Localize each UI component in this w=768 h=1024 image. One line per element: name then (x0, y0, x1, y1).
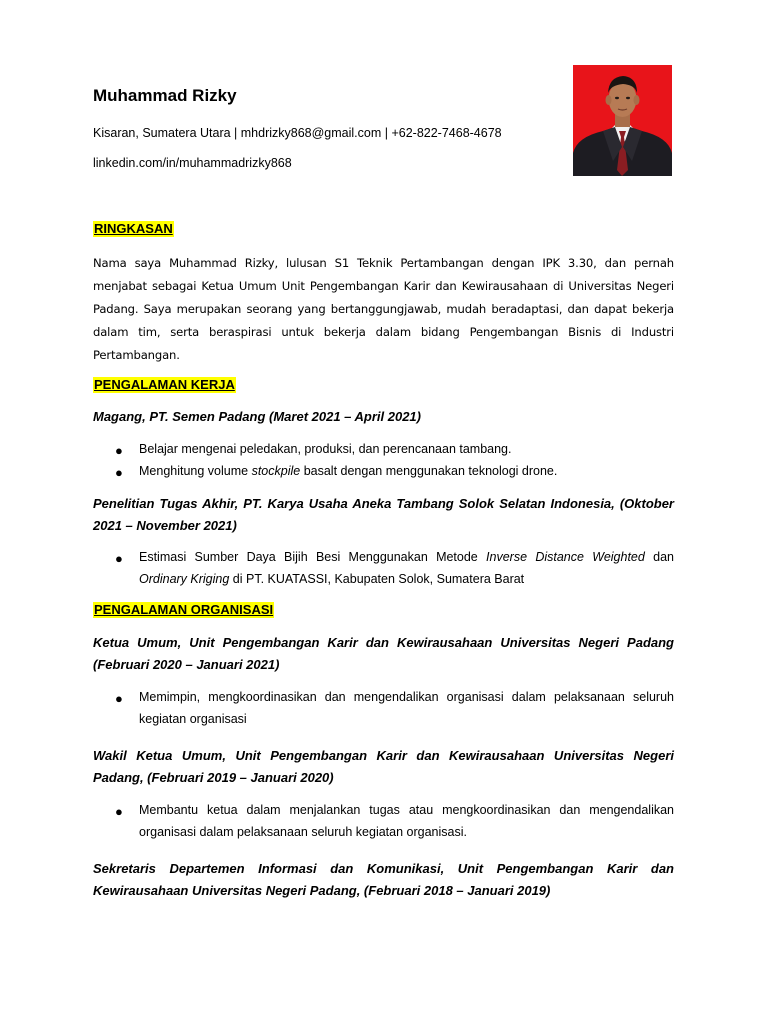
list-item (115, 687, 674, 730)
organization-entry-title: Sekretaris Departemen Informasi dan Komunikasi, Unit Pengembangan Karir dan Kewirausahaan Universitas Negeri Padang, (Februari 2018 – Januari 2019) (93, 861, 674, 898)
list-item (115, 439, 674, 461)
section-title-organization: PENGALAMAN ORGANISASI (94, 602, 274, 617)
organization-entry-title: Ketua Umum, Unit Pengembangan Karir dan Kewirausahaan Universitas Negeri Padang (Februari 2020 – Januari 2021) (93, 635, 674, 672)
portrait-illustration (573, 65, 672, 176)
list-item (115, 547, 674, 590)
work-entry-title: Penelitian Tugas Akhir, PT. Karya Usaha Aneka Tambang Solok Selatan Indonesia, (Oktober 2021 – November 2021) (93, 496, 674, 533)
contact-info: Kisaran, Sumatera Utara | mhdrizky868@gmail.com | +62-822-7468-4678 (93, 126, 502, 140)
profile-photo (573, 65, 672, 176)
list-item (115, 800, 674, 843)
bullet-text: Membantu ketua dalam menjalankan tugas atau mengkoordinasikan dan mengendalikan organisasi dalam pelaksanaan seluruh kegiatan organisasi. (139, 803, 674, 839)
candidate-name: Muhammad Rizky (93, 86, 237, 105)
bullet-dot-icon: ● (115, 691, 123, 706)
work-entry-title: Magang, PT. Semen Padang (Maret 2021 – April 2021) (93, 409, 421, 424)
linkedin-url: linkedin.com/in/muhammadrizky868 (93, 156, 292, 170)
summary-text: Nama saya Muhammad Rizky, lulusan S1 Teknik Pertambangan dengan IPK 3.30, dan pernah menjabat sebagai Ketua Umum Unit Pengembangan Karir dan Kewirausahaan di Universitas Negeri Padang. Saya merupakan seorang yang bertanggungjawab, mudah beradaptasi, dan dapat bekerja dalam tim, serta beraspirasi untuk bekerja dalam bidang Pengembangan Bisnis di Industri Pertambangan. (93, 256, 674, 362)
organization-entry-title: Wakil Ketua Umum, Unit Pengembangan Karir dan Kewirausahaan Universitas Negeri Padang, (Februari 2019 – Januari 2020) (93, 748, 674, 785)
bullet-text: Menghitung volume stockpile basalt dengan menggunakan teknologi drone. (139, 464, 558, 478)
bullet-dot-icon: ● (115, 443, 123, 458)
bullet-text: Estimasi Sumber Daya Bijih Besi Menggunakan Metode Inverse Distance Weighted dan Ordinary Kriging di PT. KUATASSI, Kabupaten Solok, Sumatera Barat (139, 550, 674, 586)
bullet-text: Memimpin, mengkoordinasikan dan mengendalikan organisasi dalam pelaksanaan seluruh kegiatan organisasi (139, 690, 674, 726)
list-item (115, 461, 674, 483)
bullet-text: Belajar mengenai peledakan, produksi, dan perencanaan tambang. (139, 442, 512, 456)
bullet-dot-icon: ● (115, 551, 123, 566)
section-title-work: PENGALAMAN KERJA (94, 377, 235, 392)
section-title-summary: RINGKASAN (94, 221, 173, 236)
bullet-dot-icon: ● (115, 465, 123, 480)
bullet-dot-icon: ● (115, 804, 123, 819)
